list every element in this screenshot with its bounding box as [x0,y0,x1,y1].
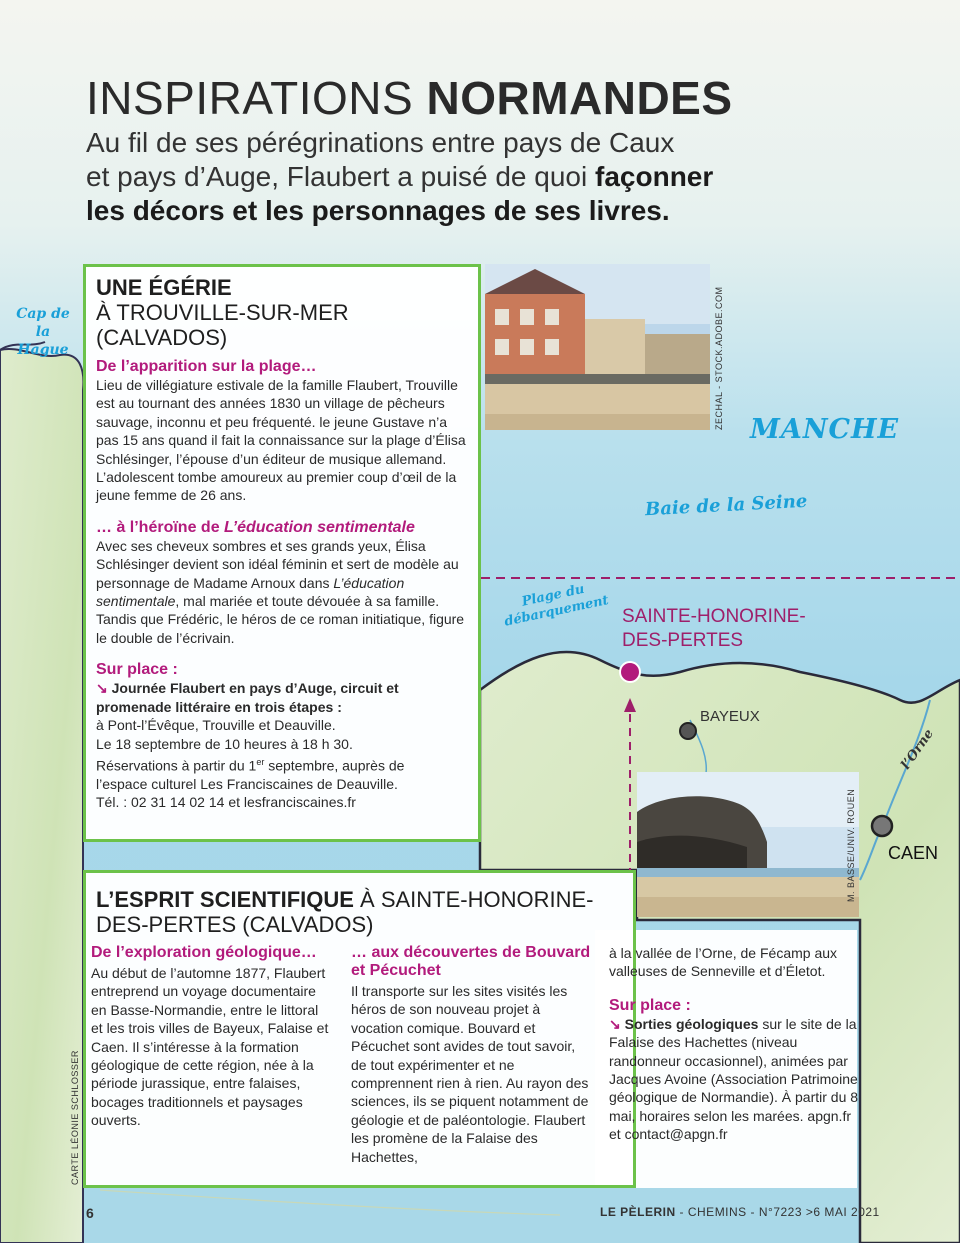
magazine-footer [600,1205,880,1219]
box1-event-line2: Le 18 septembre de 10 heures à 18 h 30. [96,735,353,752]
trouville-photo [485,264,710,430]
box2-col1-title: De l’exploration géologique… [91,944,317,961]
photo2-credit: M. BASSE/UNIV. ROUEN [846,788,856,902]
box2-col3 [609,944,859,1144]
box2-event-text: sur le site de la Falaise des Hachettes (niveau randonneur occasionnel), animées par Jacques Avoine (Association Patrimoine géologique de Normandie). À partir du 8 mai, horaires selon les marées. apgn.fr et contact@apgn.fr [609,1015,859,1143]
subtitle-line-1: Au fil de ses pérégrinations entre pays de Caux [86,127,675,158]
photo1-credit: ZECHAL - STOCK.ADOBE.COM [714,286,724,430]
box1-section2-title [96,519,468,537]
box1-section1-text: Lieu de villégiature estivale de la famille Flaubert, Trouville est au tournant des années 1830 un village de pêcheurs sauvage, inconnu et peu fréquenté. le jeune Gustave n’a pas 15 ans quand il fait la connaissance sur la plage d’Élisa Schlésinger, l’épouse d’un éditeur de musique allemand. L’adolescent tombe amoureux au premier coup d’œil de la jeune femme de 26 ans. [96,377,466,504]
box2-event [609,1015,859,1144]
box2-heading-rest: À SAINTE-HONORINE- [353,887,594,912]
box2-col1-text: Au début de l’automne 1877, Flaubert entreprend un voyage documentaire en Basse-Normandie, entre le littoral et les trois villes de Bayeux, Falaise et Caen. Il s’intéresse à la formation géologique de cette région, née à la période jurassique, entre falaises, bocages traditionnels et paysages ouverts. [91,965,329,1129]
map-label-bayeux: BAYEUX [700,708,760,725]
box2-sur-place: Sur place : [609,996,691,1014]
box1-event-line3-a: Réservations à partir du 1 [96,757,257,774]
box1-event [96,679,468,812]
box2-heading-bold: L’ESPRIT SCIENTIFIQUE [96,887,354,912]
article-title [86,70,886,126]
magazine-name: LE PÈLERIN [600,1205,676,1219]
map-label-baie-de-la-seine: Baie de la Seine [644,490,808,521]
box1-heading-line3: (CALVADOS) [96,325,228,350]
box1-heading-bold: UNE ÉGÉRIE [96,275,232,300]
box2-col2-text: Il transporte sur les sites visités les héros de son nouveau projet à vocation comique. Bouvard et Pécuchet sont avides de tout savoir, de tout expérimenter et ne comprennent rien à rien. Au rayon des sciences, ils se piquent notamment de géologie et de paléontologie. Flaubert les promène de la Falaise des Hachettes, [351,983,589,1165]
arrow-icon: ↘ [96,680,108,697]
box1-event-line3 [96,753,468,775]
map-label-plage-du-debarquement: Plage du débarquement [503,581,610,630]
map-credit: CARTE LÉONIE SCHLOSSER [70,1050,80,1185]
box1-event-line5: Tél. : 02 31 14 02 14 et lesfranciscaines.fr [96,794,356,811]
sainte-line-1: SAINTE-HONORINE- [622,606,806,627]
box1-section1-title: De l’apparition sur la plage… [96,358,317,375]
box1-event-line3-sup: er [256,756,265,767]
box2-heading [96,887,623,912]
sainte-line-2: DES-PERTES [622,630,744,651]
box2-event-title: Sorties géologiques [624,1015,759,1032]
falaise-photo-illustration [637,772,859,917]
title-light: INSPIRATIONS [86,72,414,124]
box2-col1 [91,944,331,1130]
subtitle-line-2-a: et pays d’Auge, Flaubert a puisé de quoi [86,161,596,192]
magazine-issue: - CHEMINS - N°7223 >6 MAI 2021 [675,1205,880,1219]
box1-event-line1: à Pont-l’Évêque, Trouville et Deauville. [96,717,336,734]
box1-section2-text [96,537,468,647]
article-subtitle [86,126,886,228]
box1-sec2-text-a: Avec ses cheveux sombres et ses grands yeux, Élisa Schlésinger devient son idéal féminin et sert de modèle au personnage de Madame Arnoux dans [96,537,459,591]
article-header [86,70,886,228]
falaise-photo [637,772,859,917]
trouville-photo-illustration [485,264,710,430]
box2-heading-line2: DES-PERTES (CALVADOS) [96,912,374,937]
map-label-cap-de-la-hague: Cap de la Hague [16,306,70,358]
subtitle-line-2 [86,160,886,194]
box2-columns [91,944,861,1184]
box1-event-title: Journée Flaubert en pays d’Auge, circuit et promenade littéraire en trois étapes : [96,680,399,715]
map-label-caen: CAEN [888,843,939,863]
map-label-orne: l’Orne [898,726,937,773]
page-number: 6 [86,1205,94,1221]
box1-section2-title-b: L’éducation sentimentale [224,518,415,536]
box2-col3-text: à la vallée de l’Orne, de Fécamp aux valleuses de Senneville et d’Életot. [609,945,838,980]
map-label-manche: MANCHE [750,414,900,445]
box1-sec2-text-ital: L’éducation sentimentale [96,574,405,610]
subtitle-line-3: les décors et les personnages de ses livres. [86,195,670,226]
box1-sur-place: Sur place : [96,661,178,679]
box2-col2 [351,944,591,1166]
map-label-sainte-honorine [622,605,806,653]
box1-event-line4: l’espace culturel Les Franciscaines de Deauville. [96,775,398,792]
box2-col2-title: … aux découvertes de Bouvard et Pécuchet [351,944,591,979]
box1-sec2-text-b: , mal mariée et toute dévouée à sa famille. Tandis que Frédéric, le héros de ce roman initiatique, figure le double de l’écrivain. [96,593,465,646]
box1-event-line3-b: septembre, auprès de [264,757,405,774]
trouville-box [83,264,481,842]
subtitle-line-2-b: façonner [595,161,714,192]
box1-section2-title-a: … à l’héroïne de [96,518,225,536]
arrow-icon: ↘ [609,1015,621,1032]
title-bold: NORMANDES [426,72,733,124]
box1-heading-line2: À TROUVILLE-SUR-MER [96,300,349,325]
